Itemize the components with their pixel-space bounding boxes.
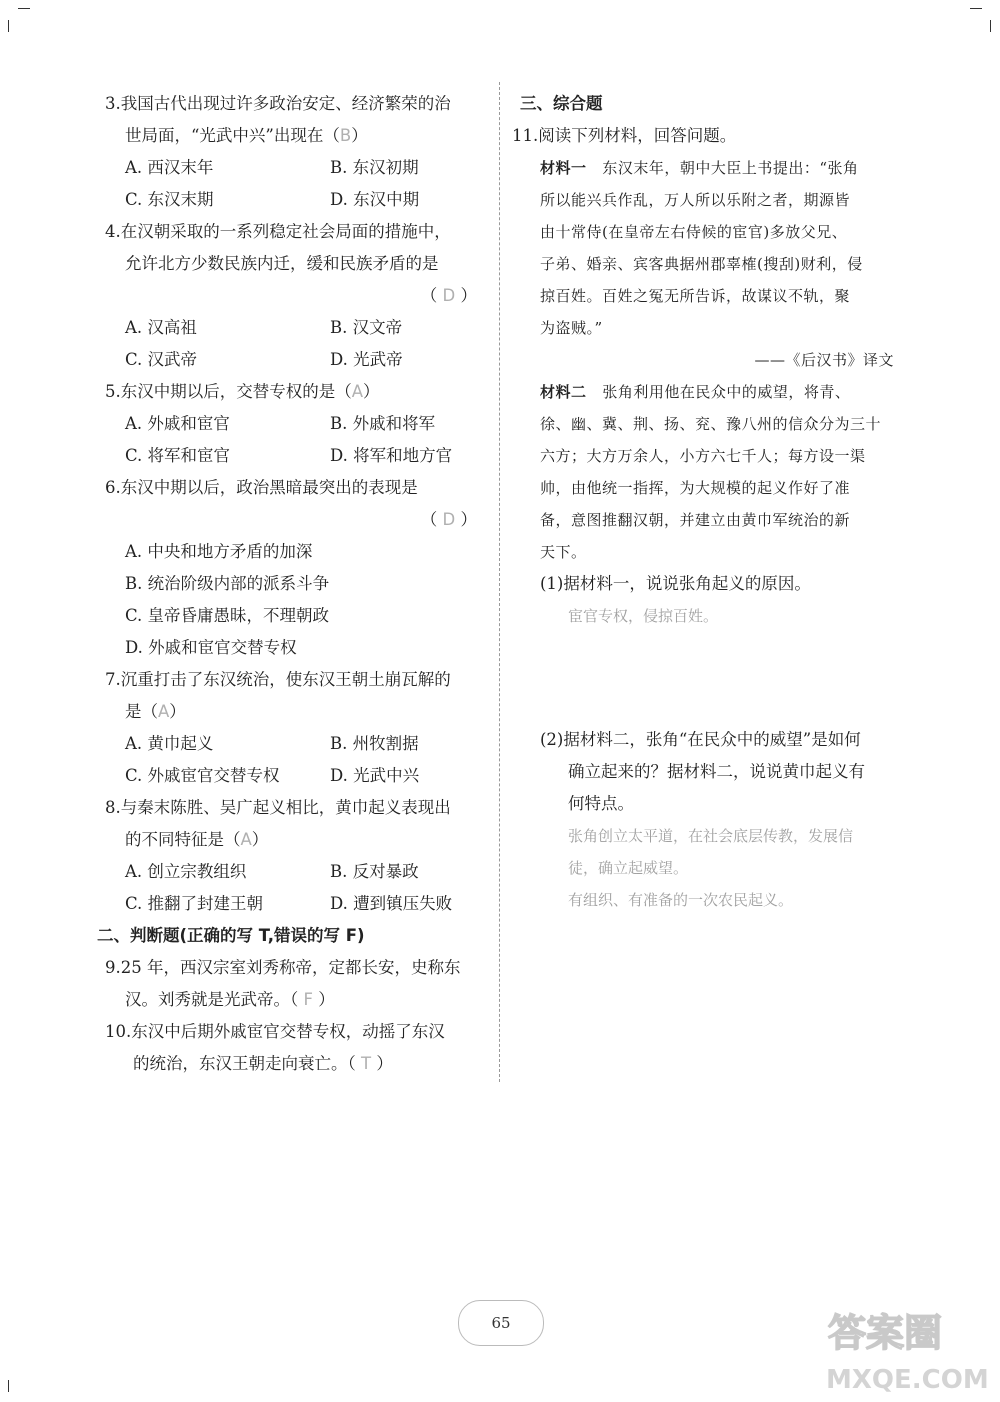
options-row: [105, 856, 485, 888]
crop-mark: [18, 8, 30, 9]
material-text: 徐、幽、冀、荆、扬、兖、豫八州的信众分为三十: [540, 415, 882, 433]
options-row: [105, 152, 485, 184]
watermark-top: 答案圈: [828, 1311, 943, 1355]
section-heading: 二、判断题(正确的写 T,错误的写 F): [97, 926, 365, 945]
sub-question-2: (2)据材料二，张角“在民众中的威望”是如何: [540, 730, 861, 749]
watermark-bottom: MXQE.COM: [826, 1365, 989, 1395]
section-heading: 三、综合题: [520, 94, 603, 113]
handwritten-answer: D: [442, 286, 456, 305]
question-text: 9.25 年，西汉宗室刘秀称帝，定都长安，史称东: [105, 958, 461, 977]
crop-mark: [970, 8, 982, 9]
material-text: 备，意图推翻汉朝，并建立由黄巾军统治的新: [540, 511, 851, 529]
material-text: 六方；大方万余人，小方六七千人；每方设一渠: [540, 447, 866, 465]
handwritten-answer: D: [442, 510, 456, 529]
option: D. 遭到镇压失败: [330, 894, 453, 913]
column-divider: [499, 82, 500, 1082]
option: A. 创立宗教组织: [125, 862, 247, 881]
options-row: [105, 344, 485, 376]
answer-bracket: （ D ）: [420, 286, 477, 305]
option: A. 外戚和宦官: [125, 414, 230, 433]
option: A. 黄巾起义: [125, 734, 214, 753]
question-text: 的统治，东汉王朝走向衰亡。（ T ）: [133, 1054, 393, 1073]
handwritten-answer: F: [303, 990, 313, 1009]
crop-mark: [8, 1380, 9, 1392]
options-row: [105, 728, 485, 760]
question-text: 汉。刘秀就是光武帝。（ F ）: [125, 990, 335, 1009]
question-6: [105, 472, 485, 664]
question-text: 允许北方少数民族内迁，缓和民族矛盾的是: [125, 254, 439, 273]
question-4: [105, 216, 485, 376]
options-row: [105, 760, 485, 792]
material-one: [520, 152, 898, 376]
question-7: [105, 664, 485, 792]
option: C. 推翻了封建王朝: [125, 894, 264, 913]
material-two: [520, 376, 898, 568]
option: B. 汉文帝: [330, 318, 403, 337]
option: B. 州牧割据: [330, 734, 419, 753]
question-text: 7.沉重打击了东汉统治，使东汉王朝土崩瓦解的: [105, 670, 451, 689]
handwritten-answer: B: [339, 126, 352, 145]
handwritten-answer: A: [158, 702, 170, 721]
option: D. 将军和地方官: [330, 446, 453, 465]
handwritten-answer: 徒，确立起威望。: [568, 859, 689, 877]
material-text: 天下。: [540, 543, 587, 561]
option: D. 东汉中期: [330, 190, 420, 209]
option: B. 外戚和将军: [330, 414, 436, 433]
handwritten-answer: 张角创立太平道，在社会底层传教，发展信: [568, 827, 854, 845]
page-number: 65: [458, 1300, 544, 1346]
right-column: [512, 88, 898, 916]
crop-mark: [990, 20, 991, 32]
question-3: [105, 88, 485, 216]
question-10: [105, 1016, 485, 1080]
material-text: 掠百姓。百姓之冤无所告诉，故谋议不轨，聚: [540, 287, 851, 305]
option: D. 外戚和宦官交替专权: [125, 638, 297, 657]
sub-question-1: (1)据材料一，说说张角起义的原因。: [540, 574, 811, 593]
handwritten-answer: 宦官专权，侵掠百姓。: [568, 607, 719, 625]
question-8: [105, 792, 485, 920]
sub-question-2: 确立起来的？据材料二，说说黄巾起义有: [568, 762, 865, 781]
option: C. 汉武帝: [125, 350, 198, 369]
material-text: 子弟、婚亲、宾客典据州郡辜榷(搜刮)财利，侵: [540, 255, 863, 273]
options-row: [105, 312, 485, 344]
handwritten-answer: A: [351, 382, 364, 401]
options-row: [105, 440, 485, 472]
option: C. 将军和宦官: [125, 446, 231, 465]
handwritten-answer: T: [361, 1054, 372, 1073]
question-text: 6.东汉中期以后，政治黑暗最突出的表现是: [105, 478, 418, 497]
question-text: 是（A）: [125, 702, 186, 721]
material-text: 张角利用他在民众中的威望，将青、: [602, 383, 851, 401]
question-text: 8.与秦末陈胜、吴广起义相比，黄巾起义表现出: [105, 798, 451, 817]
answer-bracket: （ D ）: [420, 510, 477, 529]
option: D. 光武帝: [330, 350, 403, 369]
material-text: 所以能兴兵作乱，万人所以乐附之者，期源皆: [540, 191, 851, 209]
material-label: 材料一: [540, 159, 587, 177]
left-column: [97, 88, 485, 1080]
options-row: [105, 184, 485, 216]
option: C. 皇帝昏庸愚昧，不理朝政: [125, 606, 330, 625]
option: D. 光武中兴: [330, 766, 420, 785]
options-row: [105, 888, 485, 920]
question-text: 世局面，“光武中兴”出现在（B）: [125, 126, 368, 145]
handwritten-answer: A: [240, 830, 252, 849]
question-5: [105, 376, 485, 472]
handwritten-answer: 有组织、有准备的一次农民起义。: [568, 891, 794, 909]
option: C. 东汉末期: [125, 190, 214, 209]
option: A. 汉高祖: [125, 318, 197, 337]
options-row: [105, 408, 485, 440]
question-text: 的不同特征是（A）: [125, 830, 269, 849]
material-text: 东汉末年，朝中大臣上书提出：“张角: [602, 159, 859, 177]
material-source: ——《后汉书》译文: [754, 351, 894, 369]
sub-question-2: 何特点。: [568, 794, 634, 813]
question-text: 11.阅读下列材料，回答问题。: [512, 126, 737, 145]
material-text: 帅，由他统一指挥，为大规模的起义作好了准: [540, 479, 851, 497]
material-text: 由十常侍(在皇帝左右侍候的宦官)多放父兄、: [540, 223, 848, 241]
question-text: 3.我国古代出现过许多政治安定、经济繁荣的治: [105, 94, 451, 113]
material-text: 为盗贼。”: [540, 319, 603, 337]
option: B. 东汉初期: [330, 158, 419, 177]
option: B. 统治阶级内部的派系斗争: [125, 574, 330, 593]
crop-mark: [8, 20, 9, 32]
question-text: 10.东汉中后期外戚宦官交替专权，动摇了东汉: [105, 1022, 445, 1041]
option: B. 反对暴政: [330, 862, 419, 881]
option: A. 西汉末年: [125, 158, 214, 177]
watermark-logo: [820, 1300, 995, 1395]
option: A. 中央和地方矛盾的加深: [125, 542, 313, 561]
option: C. 外戚宦官交替专权: [125, 766, 280, 785]
material-label: 材料二: [540, 383, 587, 401]
question-text: 4.在汉朝采取的一系列稳定社会局面的措施中，: [105, 222, 451, 241]
question-9: [105, 952, 485, 1016]
question-text: 5.东汉中期以后，交替专权的是（A）: [105, 382, 380, 401]
